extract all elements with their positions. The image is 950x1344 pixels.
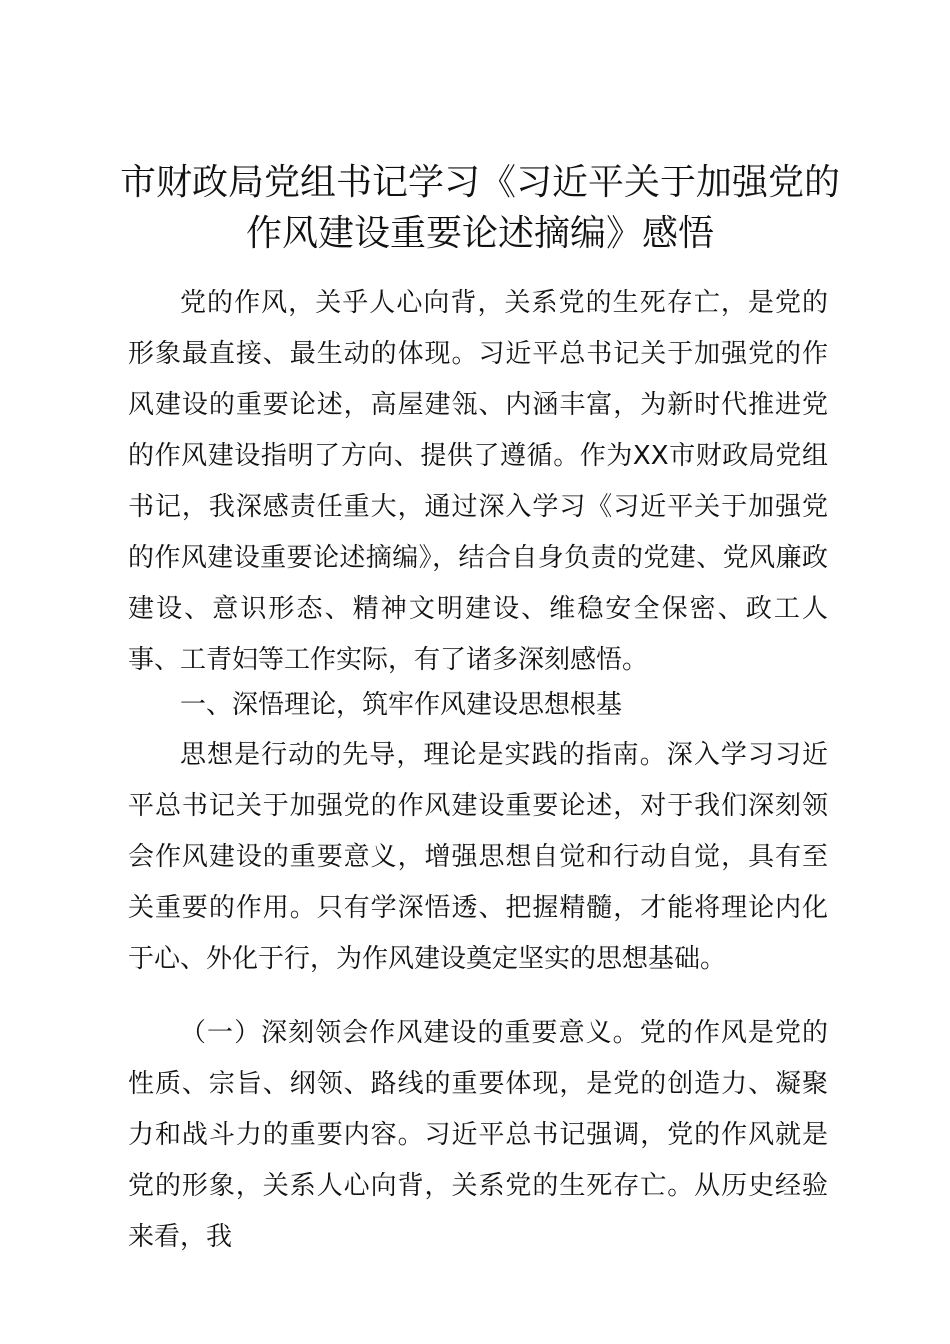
subsection-paragraph: （一）深刻领会作风建设的重要意义。党的作风是党的性质、宗旨、纲领、路线的重要体现，是党的创造力、凝聚力和战斗力的重要内容。习近平总书记强调，党的作风就是党的形象，关系人心向背，关系党的生死存亡。从历史经验来看，我 [128, 1018, 828, 1252]
document-title-line-1: 市财政局党组书记学习《习近平关于加强党的 [119, 162, 840, 203]
section-paragraph: 思想是行动的先导，理论是实践的指南。深入学习习近平总书记关于加强党的作风建设重要论述，对于我们深刻领会作风建设的重要意义，增强思想自觉和行动自觉，具有至关重要的作用。只有学深悟透、把握精髓，才能将理论内化于心、外化于行，为作风建设奠定坚实的思想基础。 [128, 740, 828, 974]
intro-paragraph: 党的作风，关乎人心向背，关系党的生死存亡，是党的形象最直接、最生动的体现。习近平总书记关于加强党的作风建设的重要论述，高屋建瓴、内涵丰富，为新时代推进党的作风建设指明了方向、提供了遵循。作为XX市财政局党组书记，我深感责任重大，通过深入学习《习近平关于加强党的作风建设重要论述摘编》，结合自身负责的党建、党风廉政建设、意识形态、精神文明建设、维稳安全保密、政工人事、工青妇等工作实际，有了诸多深刻感悟。 [128, 288, 828, 675]
document-title-line-2: 作风建设重要论述摘编》感悟 [245, 213, 714, 254]
section-heading: 一、深悟理论，筑牢作风建设思想根基 [180, 690, 623, 720]
